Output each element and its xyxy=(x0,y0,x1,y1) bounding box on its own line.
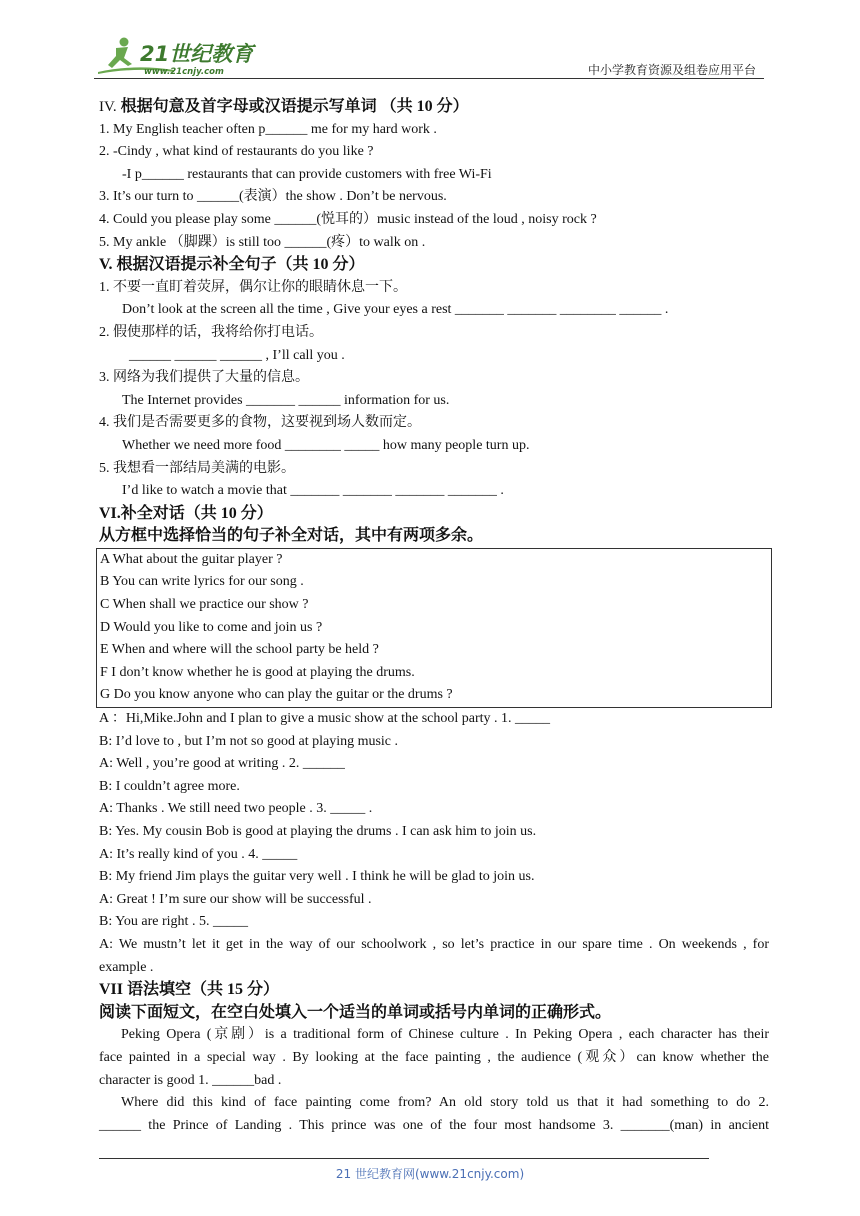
passage-line: face painted in a special way . By looking at the face painting , the audience (观众）can know whether the xyxy=(99,1049,769,1065)
section5-title: V. 根据汉语提示补全句子（共 10 分） xyxy=(99,256,365,274)
section7-instruction: 阅读下面短文，在空白处填入一个适当的单词或括号内单词的正确形式。 xyxy=(99,1003,612,1021)
section5-line: 2. 假使那样的话，我将给你打电话。 xyxy=(99,324,323,340)
footer-site-link[interactable]: 21 世纪教育网(www.21cnjy.com) xyxy=(335,1167,525,1181)
section4-line: 2. -Cindy , what kind of restaurants do you like ? xyxy=(99,144,374,160)
option-item: D Would you like to come and join us ? xyxy=(100,619,323,635)
dialogue-line: B: My friend Jim plays the guitar very well . I think he will be glad to join us. xyxy=(99,869,535,885)
option-item: G Do you know anyone who can play the guitar or the drums ? xyxy=(100,687,453,703)
section5-line: 3. 网络为我们提供了大量的信息。 xyxy=(99,370,309,386)
option-item: B You can write lyrics for our song . xyxy=(100,574,304,590)
passage-line: character is good 1. ______bad . xyxy=(99,1072,282,1088)
footer-divider xyxy=(99,1158,709,1159)
section4-line: -I p______ restaurants that can provide customers with free Wi-Fi xyxy=(122,166,492,182)
site-logo xyxy=(94,34,264,78)
passage-line: Where did this kind of face painting come from? An old story told us that it had something to do 2. xyxy=(121,1095,769,1111)
section4-line: 4. Could you please play some ______(悦耳的）music instead of the loud , noisy rock ? xyxy=(99,211,597,227)
logo-main-text: 21世纪教育 xyxy=(140,42,254,66)
dialogue-line: A: Thanks . We still need two people . 3. _____ . xyxy=(99,801,373,817)
option-item: F I don’t know whether he is good at playing the drums. xyxy=(100,664,415,680)
dialogue-line: B: You are right . 5. _____ xyxy=(99,914,248,930)
section7-title: VII 语法填空（共 15 分） xyxy=(99,981,280,999)
dialogue-line: A: Well , you’re good at writing . 2. ______ xyxy=(99,756,345,772)
section5-line: The Internet provides _______ ______ information for us. xyxy=(122,392,450,408)
dialogue-line: example . xyxy=(99,959,154,975)
section5-line: I’d like to watch a movie that _______ _______ _______ _______ . xyxy=(122,483,504,499)
section5-line: 4. 我们是否需要更多的食物，这要视到场人数而定。 xyxy=(99,415,421,431)
logo-url-text: www.21cnjy.com xyxy=(144,67,224,77)
dialogue-line: A: Great ! I’m sure our show will be successful . xyxy=(99,891,372,907)
passage-line: Peking Opera (京剧）is a traditional form of Chinese culture . In Peking Opera , each character has their xyxy=(121,1027,769,1043)
dialogue-line: B: I couldn’t agree more. xyxy=(99,778,240,794)
section6-title: VI.补全对话（共 10 分） xyxy=(99,504,273,522)
dialogue-line: A ：Hi,Mike.John and I plan to give a music show at the school party . 1. _____ xyxy=(99,711,551,727)
option-item: A What about the guitar player ? xyxy=(100,551,283,567)
header-platform-text: 中小学教育资源及组卷应用平台 xyxy=(587,63,756,77)
section5-line: Whether we need more food ________ _____ how many people turn up. xyxy=(122,437,530,453)
section4-line: 3. It’s our turn to ______(表演）the show . Don’t be nervous. xyxy=(99,189,447,205)
dialogue-line: A: We mustn’t let it get in the way of our schoolwork , so let’s practice in our spare time . On weekends , for xyxy=(99,936,769,952)
section5-line: ______ ______ ______ , I’ll call you . xyxy=(129,347,345,363)
option-item: E When and where will the school party be held ? xyxy=(100,642,379,658)
passage-line: ______ the Prince of Landing . This prince was one of the four most handsome 3. _______(man) in ancient xyxy=(99,1117,769,1133)
section4-title: IV. 根据句意及首字母或汉语提示写单词 （共 10 分） xyxy=(99,98,469,115)
runner-logo-icon xyxy=(94,34,264,78)
section4-line: 5. My ankle （脚踝）is still too ______(疼）to walk on . xyxy=(99,234,426,250)
exam-content xyxy=(99,96,769,1137)
option-item: C When shall we practice our show ? xyxy=(100,597,309,613)
dialogue-line: B: Yes. My cousin Bob is good at playing the drums . I can ask him to join us. xyxy=(99,824,537,839)
section5-line: 1. 不要一直盯着荧屏，偶尔让你的眼睛休息一下。 xyxy=(99,279,407,295)
header-divider xyxy=(94,78,764,79)
section6-instruction: 从方框中选择恰当的句子补全对话，其中有两项多余。 xyxy=(99,527,484,545)
section5-line: Don’t look at the screen all the time , Give your eyes a rest _______ _______ ________ ______ . xyxy=(122,302,669,318)
dialogue-line: B: I’d love to , but I’m not so good at playing music . xyxy=(99,733,399,749)
section5-line: 5. 我想看一部结局美满的电影。 xyxy=(99,460,295,476)
options-box xyxy=(96,548,772,708)
section4-line: 1. My English teacher often p______ me for my hard work . xyxy=(99,121,437,137)
dialogue-line: A: It’s really kind of you . 4. _____ xyxy=(99,846,298,862)
